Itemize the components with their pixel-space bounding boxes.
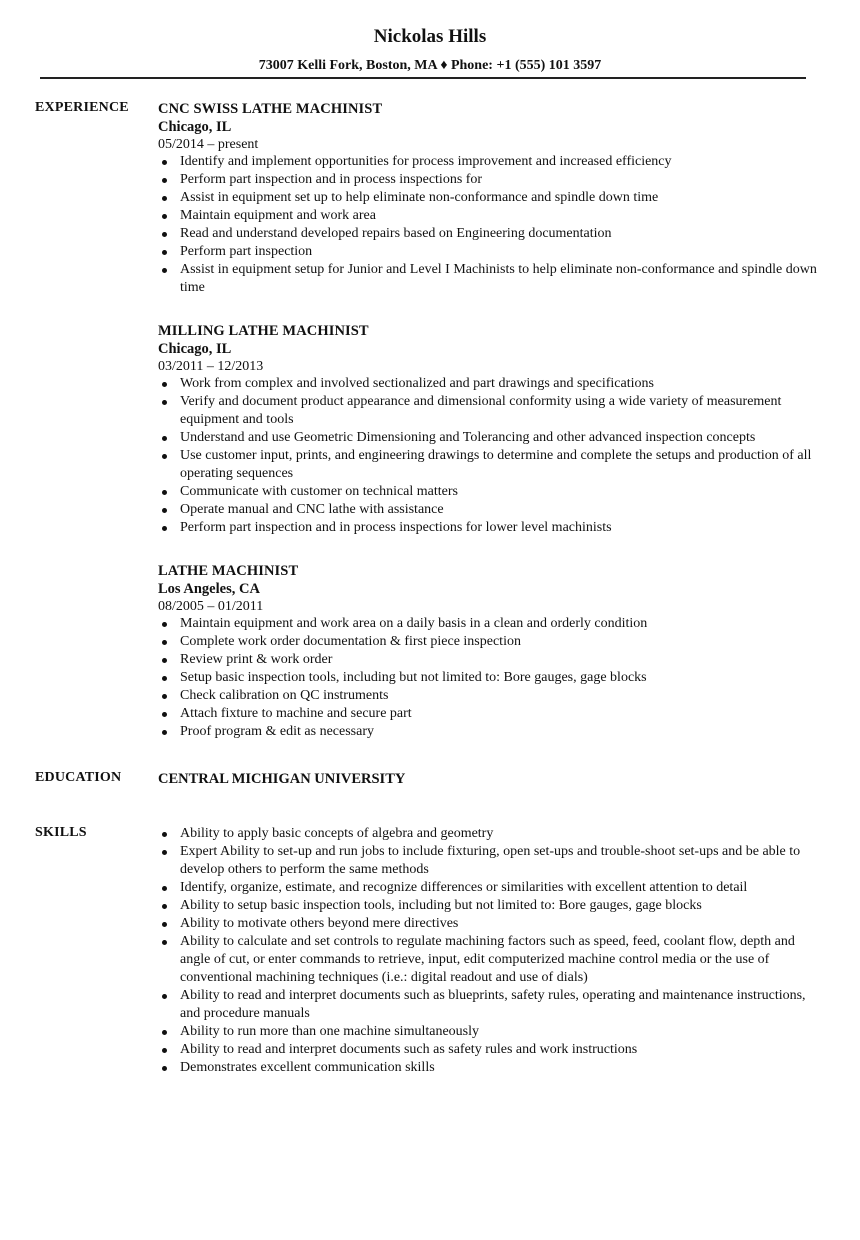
list-item-text: Review print & work order — [180, 652, 333, 667]
list-item — [158, 153, 818, 171]
header-divider — [40, 77, 806, 79]
education-school: CENTRAL MICHIGAN UNIVERSITY — [158, 771, 406, 787]
job-location: Chicago, IL — [158, 119, 232, 135]
list-item-text: Identify and implement opportunities for process improvement and increased efficiency — [180, 154, 672, 169]
list-item — [158, 1041, 818, 1059]
bullet-icon — [162, 658, 167, 663]
list-item — [158, 687, 818, 705]
bullet-icon — [162, 730, 167, 735]
list-item-text: Perform part inspection — [180, 244, 313, 259]
list-item-text: Maintain equipment and work area on a daily basis in a clean and orderly condition — [180, 616, 648, 631]
list-item-text: Ability to motivate others beyond mere directives — [180, 916, 459, 931]
list-item — [158, 843, 818, 879]
bullet-icon — [162, 382, 167, 387]
job-entry — [158, 562, 818, 741]
list-item-text: Check calibration on QC instruments — [180, 688, 389, 703]
bullet-icon — [162, 454, 167, 459]
list-item-text: Setup basic inspection tools, including but not limited to: Bore gauges, gage blocks — [180, 670, 647, 685]
bullet-icon — [162, 268, 167, 273]
section-label-education: EDUCATION — [35, 770, 122, 785]
list-item-text: Understand and use Geometric Dimensioning and Tolerancing and other advanced inspection concepts — [180, 430, 756, 445]
list-item-text: Use customer input, prints, and engineering drawings to determine and complete the setups and production of all operating sequences — [180, 448, 812, 481]
skills-list — [158, 825, 818, 1077]
education-body — [158, 770, 818, 788]
job-entry — [158, 322, 818, 537]
bullet-icon — [162, 196, 167, 201]
list-item-text: Attach fixture to machine and secure part — [180, 706, 412, 721]
education-section — [0, 770, 860, 788]
list-item — [158, 1059, 818, 1077]
bullet-icon — [162, 214, 167, 219]
bullet-icon — [162, 940, 167, 945]
list-item — [158, 519, 818, 537]
contact-line: 73007 Kelli Fork, Boston, MA ♦ Phone: +1 (555) 101 3597 — [258, 58, 602, 73]
bullet-icon — [162, 1030, 167, 1035]
bullet-icon — [162, 1048, 167, 1053]
bullet-icon — [162, 1066, 167, 1071]
list-item-text: Ability to calculate and set controls to regulate machining factors such as speed, feed, coolant flow, depth and angle of cut, or enter commands to retrieve, input, edit computerized machine control media or the use of conventional machining techniques (i.e.: digital readout and use of dials) — [180, 934, 795, 985]
bullet-icon — [162, 832, 167, 837]
list-item-text: Perform part inspection and in process inspections for lower level machinists — [180, 520, 612, 535]
list-item — [158, 189, 818, 207]
list-item — [158, 393, 818, 429]
list-item-text: Ability to read and interpret documents such as blueprints, safety rules, operating and maintenance instructions, and procedure manuals — [180, 988, 806, 1021]
list-item — [158, 225, 818, 243]
skills-body — [158, 825, 818, 1077]
list-item-text: Verify and document product appearance and dimensional conformity using a wide variety of measurement equipment and tools — [180, 394, 782, 427]
list-item — [158, 261, 818, 297]
experience-body — [158, 100, 818, 741]
list-item — [158, 723, 818, 741]
job-dates: 05/2014 – present — [158, 137, 259, 152]
list-item-text: Demonstrates excellent communication skills — [180, 1060, 435, 1075]
list-item-text: Proof program & edit as necessary — [180, 724, 374, 739]
experience-section — [0, 100, 860, 741]
bullet-icon — [162, 178, 167, 183]
list-item — [158, 669, 818, 687]
list-item — [158, 1023, 818, 1041]
job-title: CNC SWISS LATHE MACHINIST — [158, 101, 383, 117]
job-entry — [158, 100, 818, 297]
list-item — [158, 879, 818, 897]
list-item-text: Ability to run more than one machine simultaneously — [180, 1024, 479, 1039]
list-item-text: Complete work order documentation & first piece inspection — [180, 634, 521, 649]
bullet-icon — [162, 232, 167, 237]
list-item — [158, 429, 818, 447]
bullet-icon — [162, 904, 167, 909]
list-item-text: Identify, organize, estimate, and recognize differences or similarities with excellent attention to detail — [180, 880, 748, 895]
list-item-text: Ability to apply basic concepts of algebra and geometry — [180, 826, 494, 841]
job-location: Los Angeles, CA — [158, 581, 260, 597]
bullet-icon — [162, 250, 167, 255]
bullet-icon — [162, 622, 167, 627]
list-item — [158, 705, 818, 723]
job-title: LATHE MACHINIST — [158, 563, 299, 579]
list-item — [158, 651, 818, 669]
list-item — [158, 825, 818, 843]
bullet-icon — [162, 712, 167, 717]
bullet-icon — [162, 676, 167, 681]
list-item — [158, 501, 818, 519]
bullet-icon — [162, 160, 167, 165]
bullet-icon — [162, 508, 167, 513]
list-item — [158, 171, 818, 189]
job-dates: 08/2005 – 01/2011 — [158, 599, 264, 614]
section-label-skills: SKILLS — [35, 825, 87, 840]
list-item — [158, 633, 818, 651]
list-item-text: Operate manual and CNC lathe with assistance — [180, 502, 444, 517]
job-title: MILLING LATHE MACHINIST — [158, 323, 369, 339]
list-item-text: Work from complex and involved sectionalized and part drawings and specifications — [180, 376, 654, 391]
list-item — [158, 615, 818, 633]
list-item-text: Read and understand developed repairs based on Engineering documentation — [180, 226, 612, 241]
section-label-experience: EXPERIENCE — [35, 100, 129, 115]
list-item-text: Assist in equipment set up to help eliminate non-conformance and spindle down time — [180, 190, 659, 205]
job-bullets — [158, 153, 818, 297]
list-item-text: Assist in equipment setup for Junior and Level I Machinists to help eliminate non-conformance and spindle down time — [180, 262, 817, 295]
list-item — [158, 987, 818, 1023]
list-item-text: Expert Ability to set-up and run jobs to include fixturing, open set-ups and trouble-shoot set-ups and be able to develop others to perform the same methods — [180, 844, 801, 877]
bullet-icon — [162, 436, 167, 441]
list-item — [158, 933, 818, 987]
bullet-icon — [162, 490, 167, 495]
list-item — [158, 447, 818, 483]
list-item — [158, 915, 818, 933]
skills-section — [0, 825, 860, 1077]
list-item-text: Ability to setup basic inspection tools, including but not limited to: Bore gauges, gage blocks — [180, 898, 702, 913]
candidate-name: Nickolas Hills — [373, 26, 487, 47]
list-item — [158, 375, 818, 393]
list-item — [158, 483, 818, 501]
list-item-text: Perform part inspection and in process inspections for — [180, 172, 483, 187]
resume-header — [0, 0, 860, 79]
list-item-text: Maintain equipment and work area — [180, 208, 376, 223]
list-item-text: Communicate with customer on technical matters — [180, 484, 458, 499]
list-item — [158, 243, 818, 261]
bullet-icon — [162, 400, 167, 405]
bullet-icon — [162, 886, 167, 891]
bullet-icon — [162, 526, 167, 531]
job-bullets — [158, 615, 818, 741]
job-location: Chicago, IL — [158, 341, 232, 357]
bullet-icon — [162, 640, 167, 645]
list-item-text: Ability to read and interpret documents such as safety rules and work instructions — [180, 1042, 638, 1057]
list-item — [158, 897, 818, 915]
bullet-icon — [162, 850, 167, 855]
bullet-icon — [162, 922, 167, 927]
bullet-icon — [162, 694, 167, 699]
job-dates: 03/2011 – 12/2013 — [158, 359, 264, 374]
bullet-icon — [162, 994, 167, 999]
job-bullets — [158, 375, 818, 537]
list-item — [158, 207, 818, 225]
